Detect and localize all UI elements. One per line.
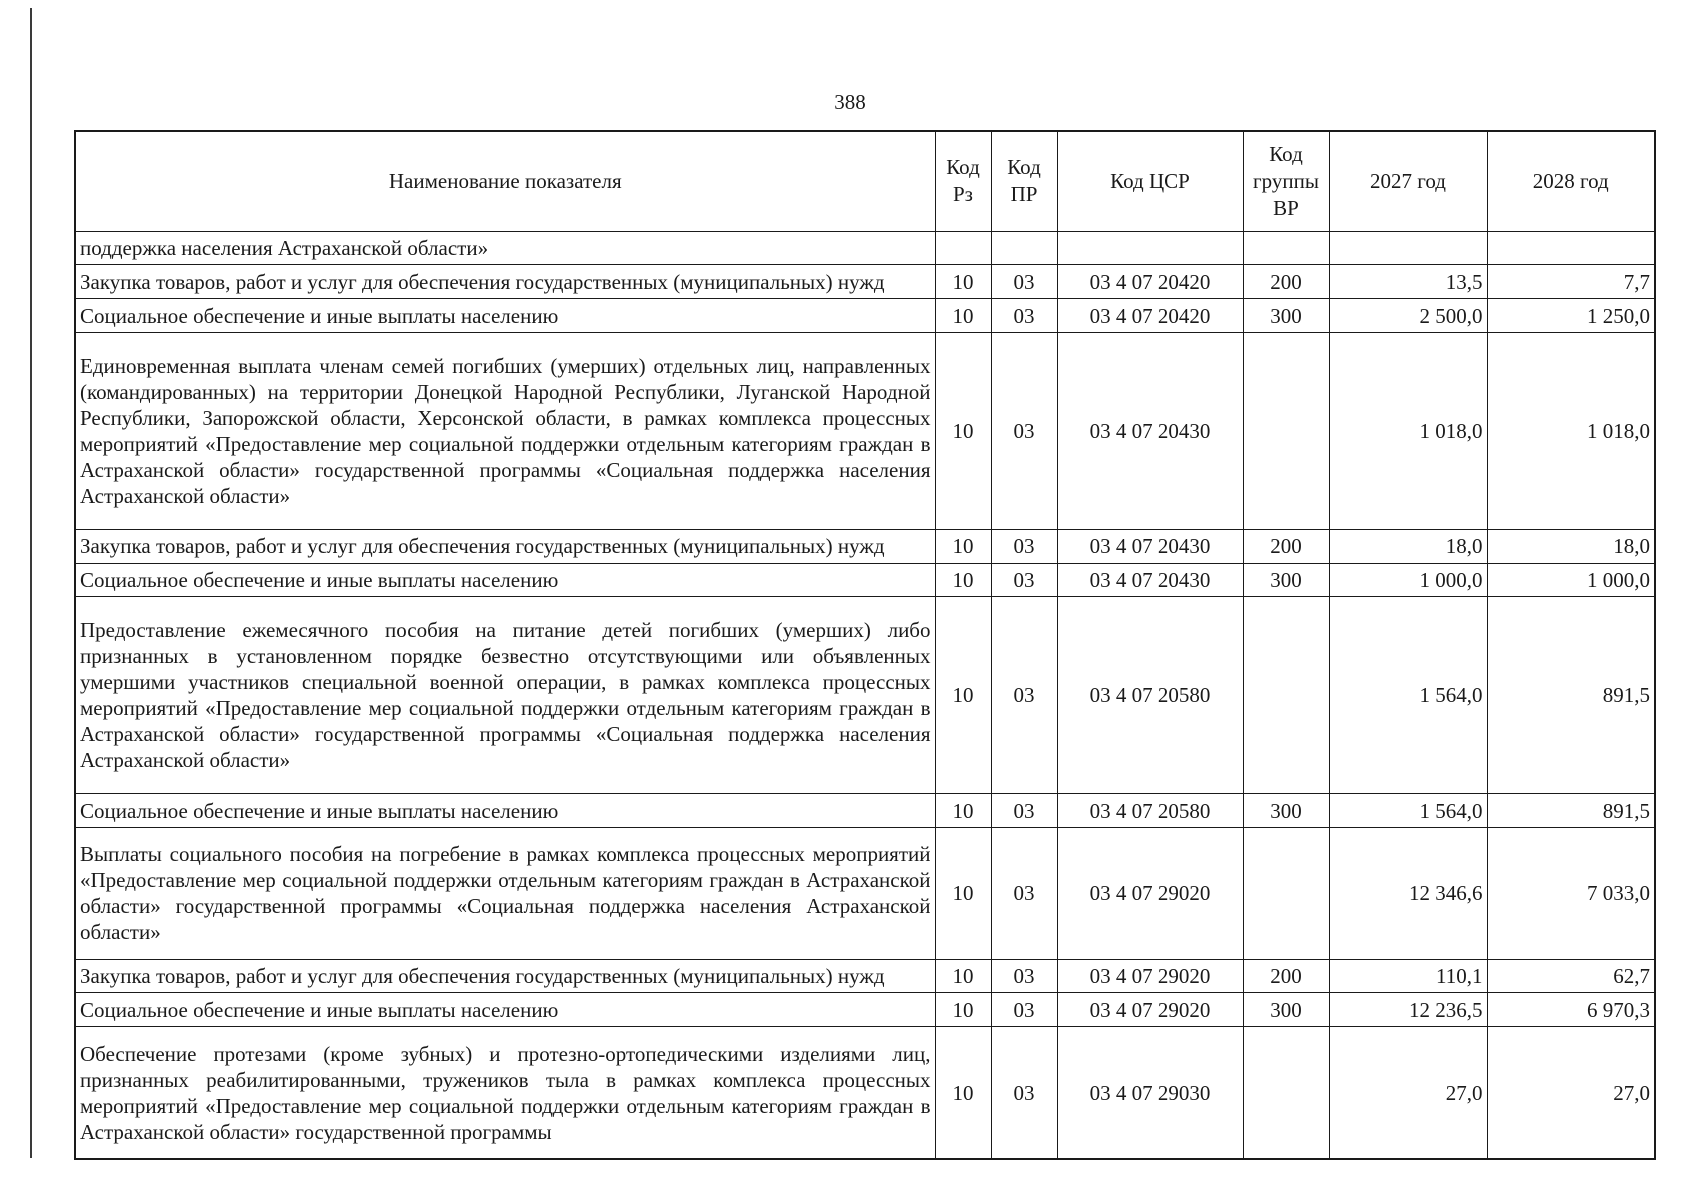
cell-vr: 300 <box>1243 993 1329 1027</box>
cell-name: Закупка товаров, работ и услуг для обеспечения государственных (муниципальных) нужд <box>75 265 935 299</box>
cell-pr: 03 <box>991 1027 1057 1159</box>
cell-csr: 03 4 07 20580 <box>1057 794 1243 828</box>
cell-name: Предоставление ежемесячного пособия на питание детей погибших (умерших) либо признанных в установленном порядке безвестно отсутствующими или объявленных умершими участников специальной военной операции, в рамках комплекса процессных мероприятий «Предоставление мер социальной поддержки отдельным категориям граждан в Астраханской области» государственной программы «Социальная поддержка населения Астраханской области» <box>75 597 935 794</box>
cell-pr: 03 <box>991 563 1057 597</box>
cell-name: поддержка населения Астраханской области» <box>75 231 935 265</box>
table-row <box>75 993 1655 1027</box>
cell-rz: 10 <box>935 827 991 959</box>
header-2028: 2028 год <box>1487 131 1655 231</box>
cell-2027: 1 564,0 <box>1329 597 1487 794</box>
header-name: Наименование показателя <box>75 131 935 231</box>
table-row <box>75 1027 1655 1159</box>
cell-pr: 03 <box>991 827 1057 959</box>
cell-csr: 03 4 07 20420 <box>1057 299 1243 333</box>
cell-name: Социальное обеспечение и иные выплаты населению <box>75 993 935 1027</box>
cell-name: Социальное обеспечение и иные выплаты населению <box>75 794 935 828</box>
cell-csr: 03 4 07 29020 <box>1057 959 1243 993</box>
cell-2027: 27,0 <box>1329 1027 1487 1159</box>
cell-vr <box>1243 231 1329 265</box>
cell-2027: 1 018,0 <box>1329 332 1487 529</box>
cell-vr: 200 <box>1243 265 1329 299</box>
cell-2028: 1 000,0 <box>1487 563 1655 597</box>
cell-2028: 62,7 <box>1487 959 1655 993</box>
table-row <box>75 597 1655 794</box>
cell-2027: 1 000,0 <box>1329 563 1487 597</box>
cell-rz: 10 <box>935 265 991 299</box>
cell-2027: 110,1 <box>1329 959 1487 993</box>
cell-csr: 03 4 07 29020 <box>1057 827 1243 959</box>
cell-2028: 891,5 <box>1487 597 1655 794</box>
cell-2028: 1 250,0 <box>1487 299 1655 333</box>
cell-2027 <box>1329 231 1487 265</box>
cell-rz: 10 <box>935 1027 991 1159</box>
cell-vr <box>1243 597 1329 794</box>
cell-csr <box>1057 231 1243 265</box>
cell-name: Единовременная выплата членам семей погибших (умерших) отдельных лиц, направленных (командированных) на территории Донецкой Народной Республики, Луганской Народной Республики, Запорожской области, Херсонской области, в рамках комплекса процессных мероприятий «Предоставление мер социальной поддержки отдельным категориям граждан в Астраханской области» государственной программы «Социальная поддержка населения Астраханской области» <box>75 332 935 529</box>
cell-csr: 03 4 07 20580 <box>1057 597 1243 794</box>
cell-pr: 03 <box>991 993 1057 1027</box>
header-2027: 2027 год <box>1329 131 1487 231</box>
cell-2028: 7,7 <box>1487 265 1655 299</box>
cell-pr: 03 <box>991 529 1057 563</box>
cell-pr: 03 <box>991 959 1057 993</box>
cell-pr: 03 <box>991 299 1057 333</box>
cell-vr: 300 <box>1243 563 1329 597</box>
cell-pr <box>991 231 1057 265</box>
cell-rz <box>935 231 991 265</box>
header-csr: Код ЦСР <box>1057 131 1243 231</box>
table-row <box>75 299 1655 333</box>
cell-vr: 300 <box>1243 794 1329 828</box>
cell-2028: 7 033,0 <box>1487 827 1655 959</box>
table-row <box>75 231 1655 265</box>
cell-pr: 03 <box>991 265 1057 299</box>
table-row <box>75 794 1655 828</box>
cell-vr <box>1243 1027 1329 1159</box>
header-pr: Код ПР <box>991 131 1057 231</box>
cell-pr: 03 <box>991 597 1057 794</box>
table-row <box>75 332 1655 529</box>
cell-2028 <box>1487 231 1655 265</box>
table-row <box>75 827 1655 959</box>
cell-csr: 03 4 07 29020 <box>1057 993 1243 1027</box>
cell-csr: 03 4 07 20430 <box>1057 529 1243 563</box>
table-row <box>75 529 1655 563</box>
cell-rz: 10 <box>935 597 991 794</box>
budget-table <box>74 130 1656 1160</box>
cell-csr: 03 4 07 20420 <box>1057 265 1243 299</box>
cell-2028: 18,0 <box>1487 529 1655 563</box>
cell-name: Обеспечение протезами (кроме зубных) и протезно-ортопедическими изделиями лиц, признанных реабилитированными, тружеников тыла в рамках комплекса процессных мероприятий «Предоставление мер социальной поддержки отдельным категориям граждан в Астраханской области» государственной программы <box>75 1027 935 1159</box>
header-rz: Код Рз <box>935 131 991 231</box>
cell-vr: 200 <box>1243 959 1329 993</box>
cell-pr: 03 <box>991 794 1057 828</box>
page-number: 388 <box>834 90 866 114</box>
cell-pr: 03 <box>991 332 1057 529</box>
header-vr: Код группы ВР <box>1243 131 1329 231</box>
cell-2027: 18,0 <box>1329 529 1487 563</box>
cell-vr: 300 <box>1243 299 1329 333</box>
cell-2028: 27,0 <box>1487 1027 1655 1159</box>
cell-2028: 891,5 <box>1487 794 1655 828</box>
cell-2028: 1 018,0 <box>1487 332 1655 529</box>
cell-rz: 10 <box>935 563 991 597</box>
cell-2027: 12 346,6 <box>1329 827 1487 959</box>
cell-2027: 12 236,5 <box>1329 993 1487 1027</box>
cell-rz: 10 <box>935 299 991 333</box>
cell-name: Социальное обеспечение и иные выплаты населению <box>75 563 935 597</box>
cell-2027: 13,5 <box>1329 265 1487 299</box>
cell-name: Закупка товаров, работ и услуг для обеспечения государственных (муниципальных) нужд <box>75 529 935 563</box>
cell-vr: 200 <box>1243 529 1329 563</box>
cell-vr <box>1243 332 1329 529</box>
cell-2027: 1 564,0 <box>1329 794 1487 828</box>
page-margin-line <box>30 8 32 1158</box>
cell-rz: 10 <box>935 332 991 529</box>
cell-rz: 10 <box>935 794 991 828</box>
cell-csr: 03 4 07 20430 <box>1057 563 1243 597</box>
table-row <box>75 563 1655 597</box>
cell-rz: 10 <box>935 993 991 1027</box>
table-header-row <box>75 131 1655 231</box>
cell-rz: 10 <box>935 529 991 563</box>
cell-vr <box>1243 827 1329 959</box>
cell-csr: 03 4 07 29030 <box>1057 1027 1243 1159</box>
cell-rz: 10 <box>935 959 991 993</box>
cell-2028: 6 970,3 <box>1487 993 1655 1027</box>
cell-2027: 2 500,0 <box>1329 299 1487 333</box>
cell-name: Закупка товаров, работ и услуг для обеспечения государственных (муниципальных) нужд <box>75 959 935 993</box>
cell-csr: 03 4 07 20430 <box>1057 332 1243 529</box>
table-row <box>75 265 1655 299</box>
cell-name: Социальное обеспечение и иные выплаты населению <box>75 299 935 333</box>
cell-name: Выплаты социального пособия на погребение в рамках комплекса процессных мероприятий «Предоставление мер социальной поддержки отдельным категориям граждан в Астраханской области» государственной программы «Социальная поддержка населения Астраханской области» <box>75 827 935 959</box>
table-row <box>75 959 1655 993</box>
